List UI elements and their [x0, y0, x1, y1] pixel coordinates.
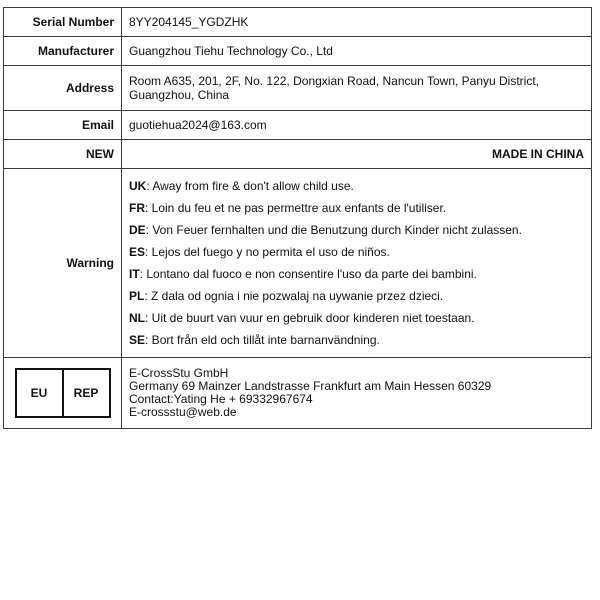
new-label: NEW	[4, 140, 122, 169]
warning-line-it	[129, 267, 584, 281]
warning-text: : Loin du feu et ne pas permettre aux enfants de l'utiliser.	[145, 201, 447, 215]
eu-rep-email: E-crossstu@web.de	[129, 405, 237, 419]
email-row	[4, 111, 592, 140]
lang-code: PL	[129, 289, 145, 303]
address-row	[4, 66, 592, 111]
eu-rep-contact: Contact:Yating He + 69332967674	[129, 392, 313, 406]
eu-rep-badge	[15, 368, 111, 418]
serial-label: Serial Number	[4, 8, 122, 37]
email-label: Email	[4, 111, 122, 140]
warning-text: : Z dala od ognia i nie pozwalaj na uywanie przez dzieci.	[144, 289, 444, 303]
warning-text-cell	[122, 169, 592, 358]
lang-code: SE	[129, 333, 146, 347]
lang-code: UK	[129, 179, 147, 193]
warning-line-pl	[129, 289, 584, 303]
warning-line-fr	[129, 201, 584, 215]
made-in-label: MADE IN CHINA	[122, 140, 592, 169]
warning-text: : Lejos del fuego y no permita el uso de niños.	[145, 245, 390, 259]
manufacturer-label: Manufacturer	[4, 37, 122, 66]
serial-row	[4, 8, 592, 37]
new-row	[4, 140, 592, 169]
eu-badge-label: EU	[17, 370, 64, 416]
warning-text: : Lontano dal fuoco e non consentire l'uso da parte dei bambini.	[139, 267, 477, 281]
warning-text: : Uit de buurt van vuur en gebruik door kinderen niet toestaan.	[145, 311, 475, 325]
warning-text: : Away from fire & don't allow child use.	[146, 179, 354, 193]
lang-code: ES	[129, 245, 146, 259]
warning-line-es	[129, 245, 584, 259]
eu-rep-badge-cell	[4, 358, 122, 429]
warning-line-nl	[129, 311, 584, 325]
serial-value: 8YY204145_YGDZHK	[122, 8, 592, 37]
lang-code: IT	[129, 267, 140, 281]
eu-rep-company: E-CrossStu GmbH	[129, 366, 229, 380]
eu-rep-details	[122, 358, 592, 429]
warning-text: : Von Feuer fernhalten und die Benutzung durch Kinder nicht zulassen.	[145, 223, 522, 237]
manufacturer-value: Guangzhou Tiehu Technology Co., Ltd	[122, 37, 592, 66]
warning-text: : Bort från eld och tillåt inte barnanvändning.	[145, 333, 380, 347]
lang-code: DE	[129, 223, 146, 237]
warning-line-uk	[129, 179, 584, 193]
rep-badge-label: REP	[73, 386, 99, 400]
product-label-table	[3, 7, 592, 429]
email-value: guotiehua2024@163.com	[122, 111, 592, 140]
warning-line-se	[129, 333, 584, 347]
lang-code: FR	[129, 201, 145, 215]
warning-label: Warning	[4, 169, 122, 358]
warning-line-de	[129, 223, 584, 237]
warning-row	[4, 169, 592, 358]
eu-rep-row	[4, 358, 592, 429]
manufacturer-row	[4, 37, 592, 66]
lang-code: NL	[129, 311, 145, 325]
eu-rep-address: Germany 69 Mainzer Landstrasse Frankfurt am Main Hessen 60329	[129, 379, 492, 393]
address-label: Address	[4, 66, 122, 111]
address-value: Room A635, 201, 2F, No. 122, Dongxian Road, Nancun Town, Panyu District, Guangzhou, China	[122, 66, 592, 111]
